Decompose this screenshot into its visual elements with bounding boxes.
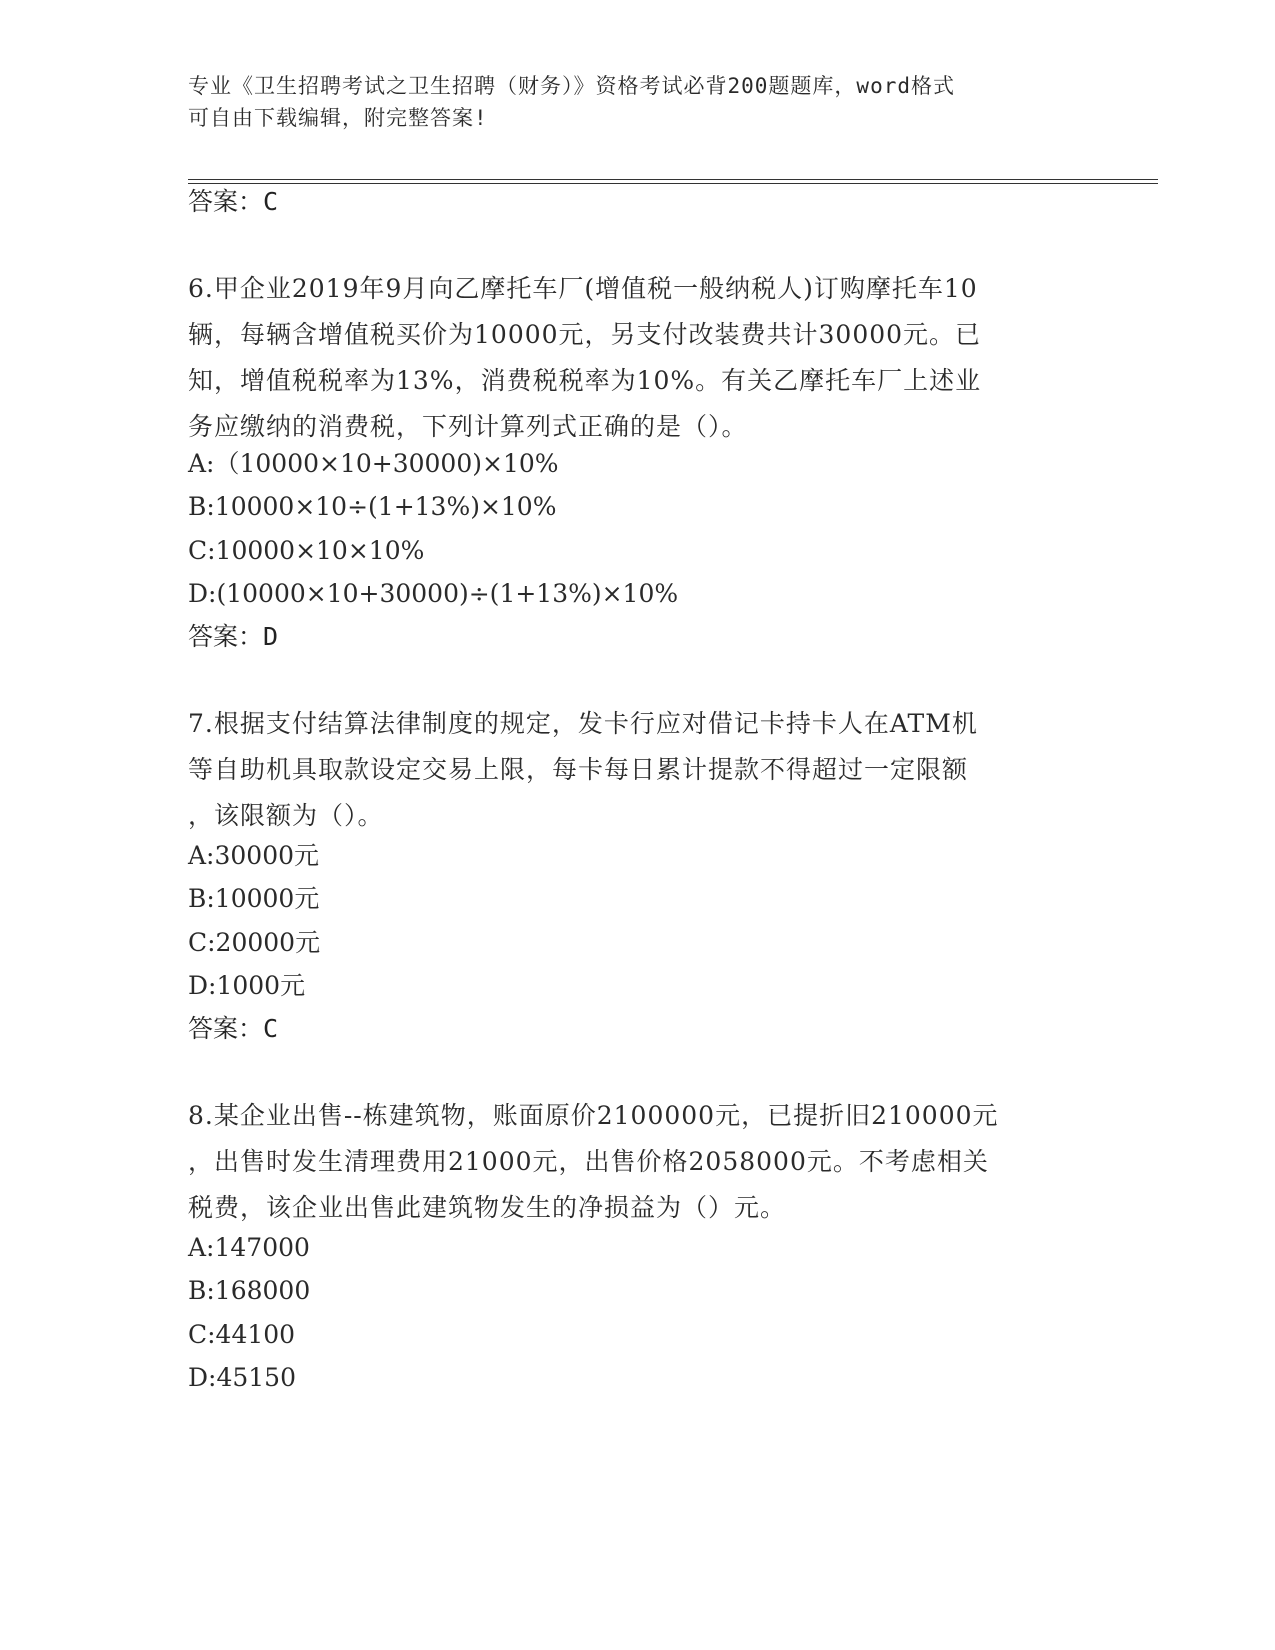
question-6-option-d: D:(10000×10+30000)÷(1+13%)×10% [188, 579, 679, 608]
answer-q5: 答案：C [188, 187, 279, 216]
question-8-text: 8.某企业出售--栋建筑物，账面原价2100000元，已提折旧210000元 ，出售时发生清理费用21000元，出售价格2058000元。不考虑相关 税费，该企业出售此建筑物发生的净损益为（）元。 [188, 1101, 999, 1222]
header-line-2: 可自由下载编辑，附完整答案! [188, 106, 488, 130]
document-header [188, 70, 1088, 134]
question-8-option-b: B:168000 [188, 1276, 311, 1305]
question-7-option-b: B:10000元 [188, 884, 320, 913]
answer-q7: 答案：C [188, 1014, 279, 1043]
question-7-text: 7.根据支付结算法律制度的规定，发卡行应对借记卡持卡人在ATM机 等自助机具取款设定交易上限，每卡每日累计提款不得超过一定限额 ，该限额为（）。 [188, 709, 978, 830]
question-7-option-a: A:30000元 [188, 841, 320, 870]
question-7-option-d: D:1000元 [188, 971, 306, 1000]
question-8-option-d: D:45150 [188, 1363, 296, 1392]
question-6-option-b: B:10000×10÷(1+13%)×10% [188, 492, 557, 521]
answer-q6: 答案：D [188, 622, 279, 651]
question-8-option-c: C:44100 [188, 1320, 296, 1349]
header-line-1: 专业《卫生招聘考试之卫生招聘（财务）》资格考试必背200题题库，word格式 [188, 74, 955, 98]
question-6-text: 6.甲企业2019年9月向乙摩托车厂(增值税一般纳税人)订购摩托车10 辆，每辆含增值税买价为10000元，另支付改装费共计30000元。已 知，增值税税率为13%，消费税税率为10%。有关乙摩托车厂上述业 务应缴纳的消费税，下列计算列式正确的是（）。 [188, 274, 982, 441]
question-7-option-c: C:20000元 [188, 928, 321, 957]
question-6-option-a: A:（10000×10+30000)×10% [188, 449, 559, 478]
header-divider-bottom [188, 183, 1158, 184]
question-8-option-a: A:147000 [188, 1233, 310, 1262]
question-6-option-c: C:10000×10×10% [188, 536, 425, 565]
header-divider-top [188, 179, 1158, 180]
